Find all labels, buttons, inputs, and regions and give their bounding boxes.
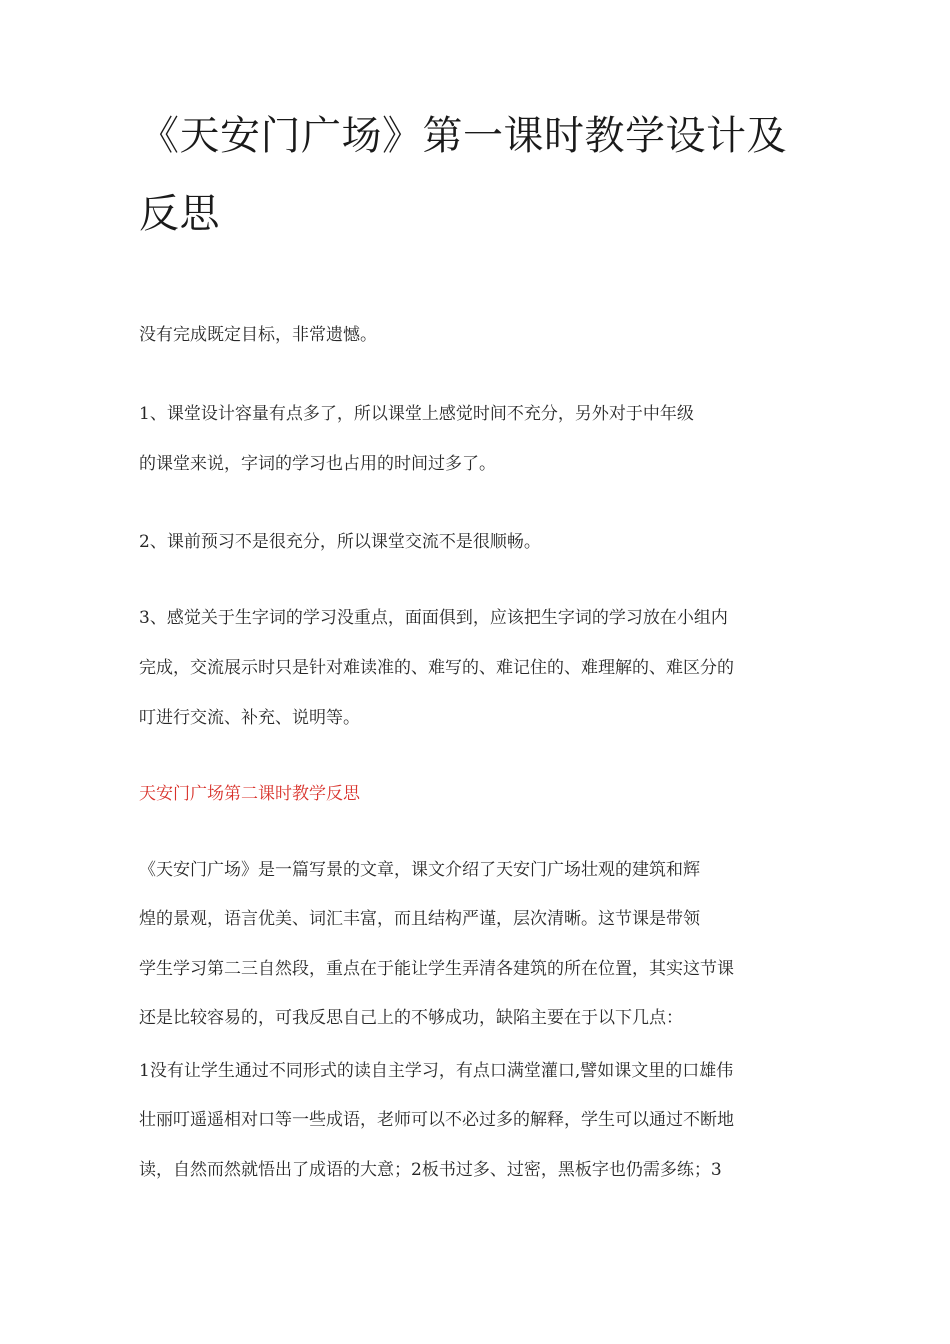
- point-1-line-2: 的课堂来说，字词的学习也占用的时间过多了。: [139, 454, 496, 474]
- point-1-line-1: 1、课堂设计容量有点多了，所以课堂上感觉时间不充分，另外对于中年级: [139, 404, 694, 424]
- point-3-line-3: 叮进行交流、补充、说明等。: [139, 708, 360, 728]
- reflection-line-1: 《天安门广场》是一篇写景的文章，课文介绍了天安门广场壮观的建筑和辉: [139, 860, 700, 880]
- reflection-line-4: 还是比较容易的，可我反思自己上的不够成功，缺陷主要在于以下几点：: [139, 1008, 683, 1028]
- point-3-line-1: 3、感觉关于生字词的学习没重点，面面俱到，应该把生字词的学习放在小组内: [139, 608, 728, 628]
- shortcoming-line-1: 1没有让学生通过不同形式的读自主学习，有点口满堂灌口,譬如课文里的口雄伟: [139, 1061, 734, 1081]
- reflection-line-2: 煌的景观，语言优美、词汇丰富，而且结构严谨，层次清晰。这节课是带领: [139, 909, 700, 929]
- shortcoming-line-3: 读，自然而然就悟出了成语的大意；2板书过多、过密，黑板字也仍需多练；3: [139, 1160, 722, 1180]
- point-3-line-2: 完成，交流展示时只是针对难读准的、难写的、难记住的、难理解的、难区分的: [139, 658, 734, 678]
- document-title-line-2: 反思: [139, 191, 220, 237]
- section-2-heading: 天安门广场第二课时教学反思: [139, 784, 360, 804]
- intro-paragraph: 没有完成既定目标，非常遗憾。: [139, 325, 377, 345]
- point-2-line-1: 2、课前预习不是很充分，所以课堂交流不是很顺畅。: [139, 532, 541, 552]
- document-title-line-1: 《天安门广场》第一课时教学设计及: [139, 113, 787, 159]
- shortcoming-line-2: 壮丽叮遥遥相对口等一些成语，老师可以不必过多的解释，学生可以通过不断地: [139, 1110, 734, 1130]
- reflection-line-3: 学生学习第二三自然段，重点在于能让学生弄清各建筑的所在位置，其实这节课: [139, 959, 734, 979]
